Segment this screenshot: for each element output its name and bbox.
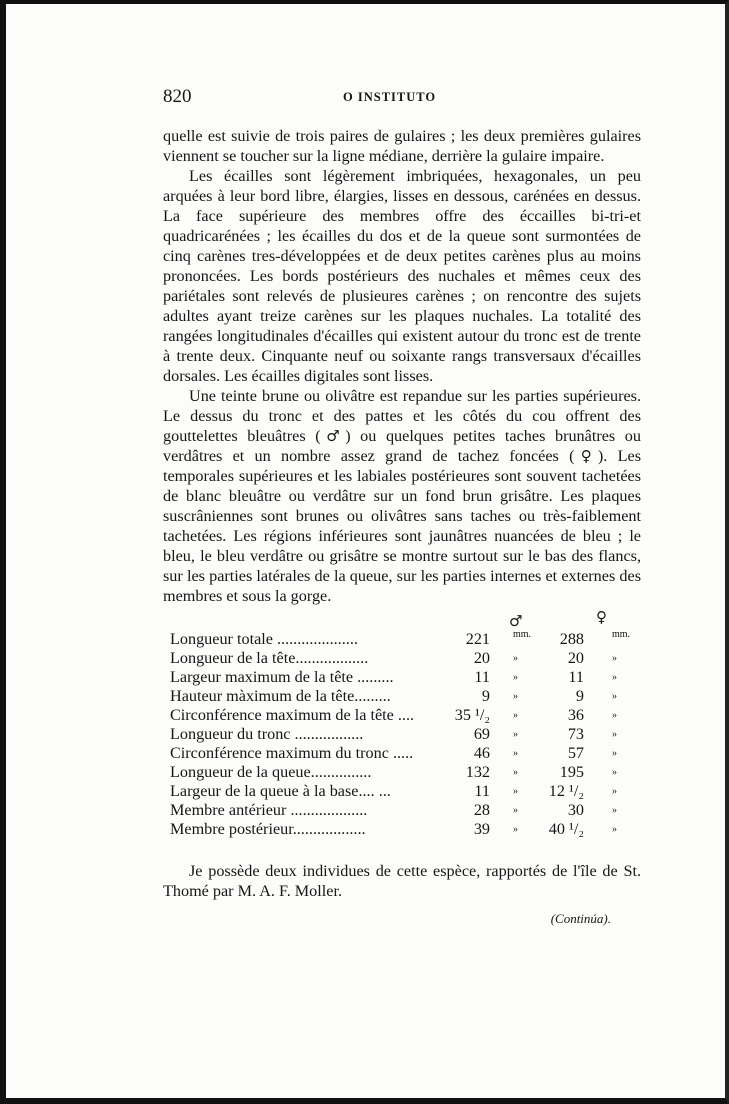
journal-title: O INSTITUTO [343,90,437,104]
female-unit: » [612,767,617,778]
measurement-row [163,630,641,649]
female-value: 9 [575,687,584,705]
female-symbol-icon: ♀ [574,447,598,465]
female-unit: » [612,691,617,702]
female-unit: » [612,729,617,740]
body-text [163,126,641,606]
female-value: 20 [567,649,584,667]
male-unit: mm. [513,629,532,640]
female-unit: » [612,748,617,759]
measurement-row [163,801,641,820]
female-value: 36 [567,706,584,724]
female-column-icon: ♀ [596,608,607,626]
female-value: 40 ¹/₂ [548,820,584,838]
female-unit: » [612,805,617,816]
measurement-row [163,820,641,839]
male-value: 11 [474,668,490,686]
measurement-label: Circonférence maximum du tronc ..... [170,744,414,762]
journal-page [163,86,641,927]
male-column-icon: ♂ [509,612,523,630]
measurement-label: Membre postérieur.................. [170,820,366,838]
colour-text-part2: ) ou quelques petites taches brunâtres ou verdâtres et un nombre assez grand de tachez foncées ( [163,427,641,465]
male-value: 132 [465,763,490,781]
measurement-row [163,649,641,668]
measurement-label: Membre antérieur ................... [170,801,368,819]
paragraph-colour [163,386,641,606]
male-value: 9 [481,687,490,705]
colour-text-part1: Une teinte brune ou olivâtre est repandue sur les parties supérieures. Le dessus du tronc et des pattes et les côtés du cou offrent des gouttelettes bleuâtres ( [163,387,641,445]
female-unit: » [612,653,617,664]
male-unit: » [513,748,518,759]
measurement-label: Longueur de la tête.................. [170,649,369,667]
measurement-row [163,706,641,725]
measurement-row [163,763,641,782]
male-unit: » [513,805,518,816]
male-unit: » [513,691,518,702]
female-unit: » [612,672,617,683]
measurement-row [163,687,641,706]
running-header [163,86,641,116]
female-unit: » [612,824,617,835]
paragraph-scales: Les écailles sont légèrement imbriquées, hexagonales, un peu arquées à leur bord libre, élargies, lisses en dessous, carénées en dessus. La face supérieure des membres offre des éccailles bi-tri-et quadricarénées ; les écailles du dos et de la queue sont surmontées de cinq carènes tres-développées et de deux petites carènes plus au moins prononcées. Les bords postérieurs des nuchales et mêmes ceux des pariétales sont relevés de plusieures carènes ; on rencontre des sujets adultes ayant treize carènes sur les plaques nuchales. La totalité des rangées longitudinales d'écailles qui existent autour du tronc est de trente à trente deux. Cinquante neuf ou soixante rangs transversaux d'écailles dorsales. Les écailles digitales sont lisses. [163,167,641,385]
closing-text: Je possède deux individues de cette espèce, rapportés de l'île de St. Thomé par M. A. F. Moller. [163,862,641,900]
continua-note: (Continúa). [550,911,611,926]
measurement-rows [163,630,641,839]
female-unit: » [612,786,617,797]
male-unit: » [513,672,518,683]
male-unit: » [513,767,518,778]
female-unit: » [612,710,617,721]
female-value: 288 [559,630,584,648]
measurement-label: Hauteur màximum de la tête......... [170,687,391,705]
female-value: 11 [568,668,584,686]
male-unit: » [513,786,518,797]
male-unit: » [513,653,518,664]
measurement-label: Circonférence maximum de la tête .... [170,706,415,724]
measurement-label: Largeur maximum de la tête ......... [170,668,394,686]
male-symbol-icon: ♂ [320,427,346,445]
measurement-row [163,668,641,687]
female-value: 30 [567,801,584,819]
measurement-label: Longueur de la queue............... [170,763,372,781]
female-value: 12 ¹/₂ [548,782,584,800]
female-value: 73 [567,725,584,743]
measurements-table [163,608,641,839]
male-value: 221 [465,630,490,648]
male-value: 35 ¹/₂ [454,706,490,724]
colour-text-part3: ). Les temporales supérieures et les labiales postérieures sont souvent tachetées de blanc bleuâtre ou verdâtre sur un fond brun grisâtre. Les plaques suscrâniennes sont brunes ou olivâtres sans taches ou très-faiblement tachetées. Les régions inférieures sont jaunâtres nuancées de bleu ; le bleu, le bleu verdâtre ou grisâtre se montre surtout sur le bas des flancs, sur les parties latérales de la queue, sur les parties internes et externes des membres et sous la gorge. [163,447,641,605]
male-unit: » [513,729,518,740]
male-value: 20 [473,649,490,667]
measurement-label: Longueur totale .................... [170,630,358,648]
paragraph-continuation: quelle est suivie de trois paires de gulaires ; les deux premières gulaires viennent se toucher sur la ligne médiane, derrière la gulaire impaire. [163,127,641,165]
page-number: 820 [163,86,192,107]
measurement-row [163,782,641,801]
male-unit: » [513,710,518,721]
male-value: 69 [473,725,490,743]
male-unit: » [513,824,518,835]
male-value: 28 [473,801,490,819]
male-value: 46 [473,744,490,762]
measurement-label: Longueur du tronc ................. [170,725,364,743]
female-unit: mm. [612,629,631,640]
female-value: 57 [567,744,584,762]
closing-paragraph [163,861,641,901]
male-value: 39 [473,820,490,838]
measurement-label: Largeur de la queue à la base.... ... [170,782,391,800]
measurement-row [163,725,641,744]
sex-header-row [163,608,641,630]
male-value: 11 [474,782,490,800]
measurement-row [163,744,641,763]
female-value: 195 [559,763,584,781]
